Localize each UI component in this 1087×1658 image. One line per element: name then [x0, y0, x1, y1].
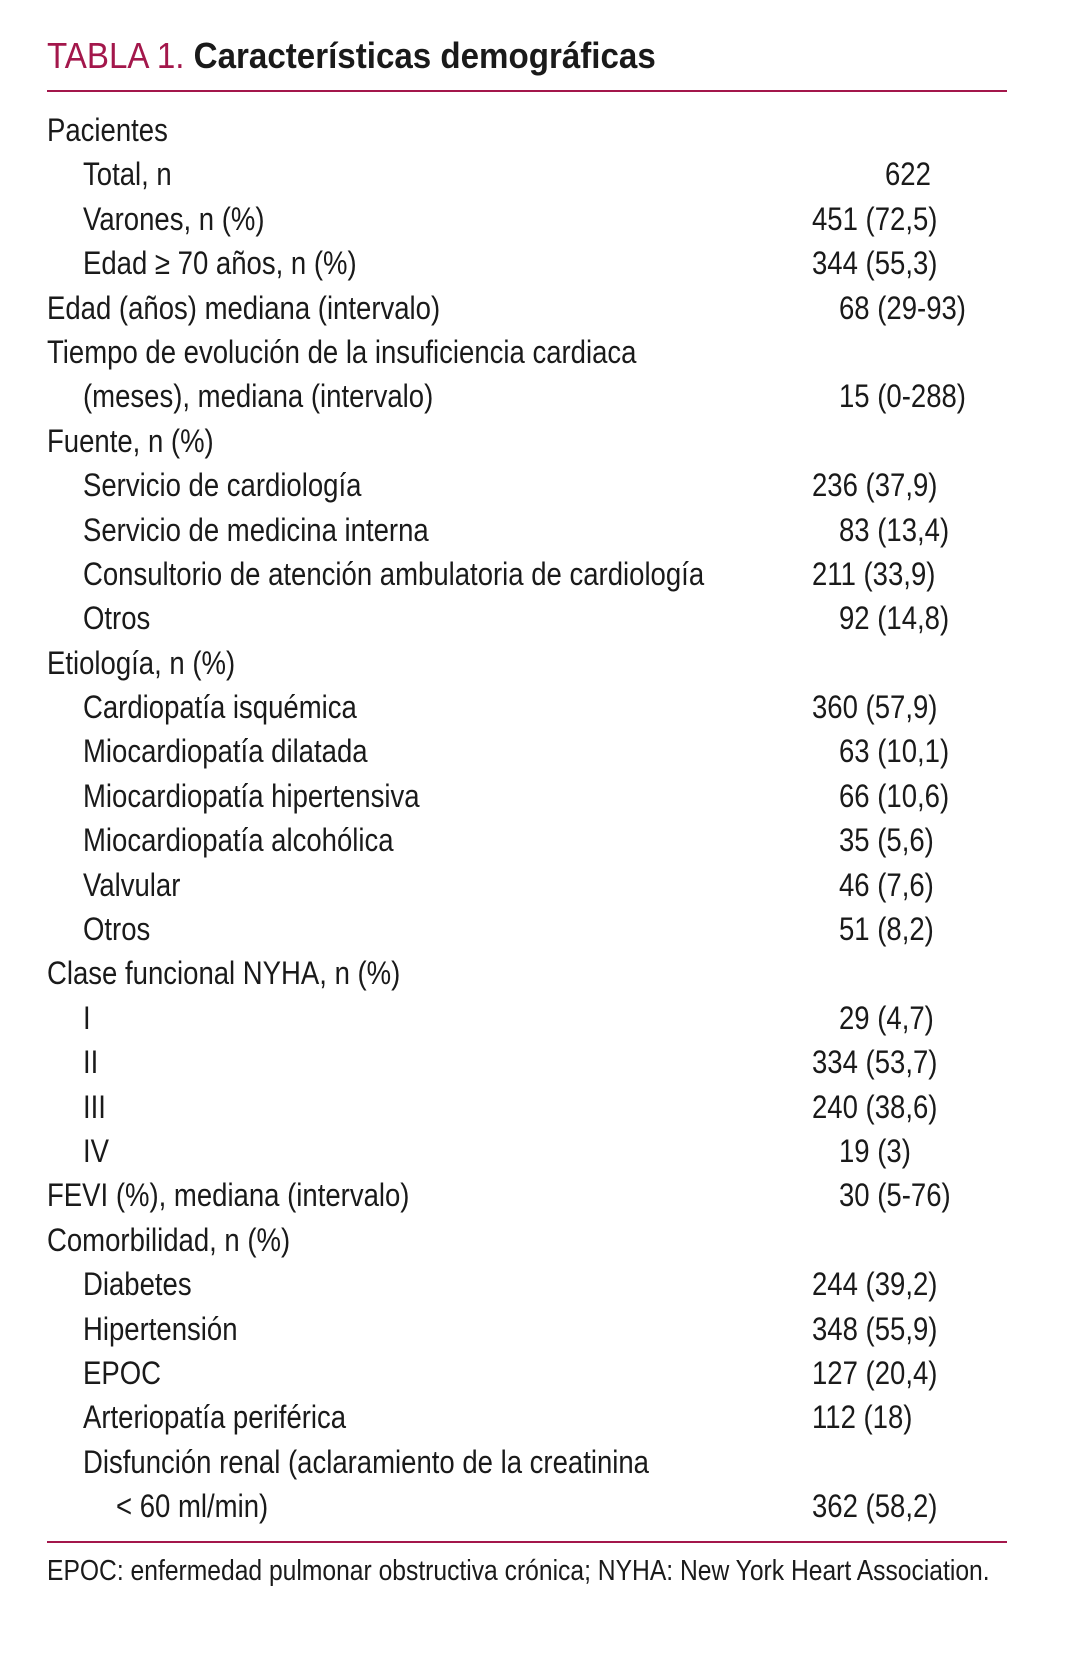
row-value: 622 — [885, 156, 931, 193]
table-row — [0, 596, 1087, 640]
table-row — [0, 197, 1087, 241]
table-caption: Características demográficas — [193, 35, 656, 76]
row-label: Pacientes — [47, 112, 168, 148]
row-value: 51 (8,2) — [839, 911, 934, 948]
row-label: Cardiopatía isquémica — [83, 689, 357, 726]
table-row — [0, 1218, 1087, 1262]
table-row — [0, 863, 1087, 907]
table-row — [0, 1085, 1087, 1129]
table-row — [0, 152, 1087, 196]
row-value: 19 (3) — [839, 1132, 911, 1169]
row-value: 63 (10,1) — [839, 733, 950, 770]
row-label: Tiempo de evolución de la insuficiencia cardiaca — [47, 333, 637, 370]
row-value: 92 (14,8) — [839, 600, 950, 637]
row-label: III — [83, 1088, 106, 1125]
table-row — [0, 1395, 1087, 1439]
table-row — [0, 818, 1087, 862]
table-row — [0, 508, 1087, 552]
row-value: 211 (33,9) — [812, 555, 936, 592]
row-label: Consultorio de atención ambulatoria de cardiología — [83, 555, 705, 592]
row-label: Hipertensión — [83, 1310, 238, 1347]
row-label: II — [83, 1044, 99, 1081]
row-label: Edad ≥ 70 años, n (%) — [83, 245, 357, 282]
row-label: (meses), mediana (intervalo) — [83, 378, 434, 415]
row-label: IV — [83, 1132, 110, 1169]
row-value: 334 (53,7) — [812, 1044, 938, 1081]
table-row — [0, 1307, 1087, 1351]
row-value: 236 (37,9) — [812, 467, 938, 504]
row-value: 15 (0-288) — [839, 378, 966, 415]
table-row — [0, 951, 1087, 995]
table-row — [0, 641, 1087, 685]
table-row — [0, 685, 1087, 729]
row-label: Disfunción renal (aclaramiento de la creatinina — [83, 1443, 649, 1480]
table-row — [0, 1262, 1087, 1306]
row-value: 30 (5-76) — [839, 1177, 951, 1214]
row-value: 344 (55,3) — [812, 245, 938, 282]
table-row — [0, 1440, 1087, 1484]
table-row — [0, 1173, 1087, 1217]
row-value: 127 (20,4) — [812, 1354, 938, 1391]
demographics-table — [0, 108, 1087, 1529]
row-label: FEVI (%), mediana (intervalo) — [47, 1177, 410, 1214]
table-row — [0, 374, 1087, 418]
row-label: Edad (años) mediana (intervalo) — [47, 289, 441, 326]
row-value: 362 (58,2) — [812, 1488, 938, 1525]
row-value: 46 (7,6) — [839, 866, 934, 903]
row-value: 348 (55,9) — [812, 1310, 938, 1347]
table-row — [0, 241, 1087, 285]
table-row — [0, 729, 1087, 773]
table-row — [0, 907, 1087, 951]
row-value: 244 (39,2) — [812, 1266, 938, 1303]
table-row — [0, 1484, 1087, 1528]
row-label: Valvular — [83, 866, 181, 903]
row-label: Miocardiopatía dilatada — [83, 733, 368, 770]
row-value: 29 (4,7) — [839, 999, 934, 1036]
table-row — [0, 419, 1087, 463]
table-row — [0, 286, 1087, 330]
row-value: 360 (57,9) — [812, 689, 938, 726]
table-footnote: EPOC: enfermedad pulmonar obstructiva crónica; NYHA: New York Heart Association. — [47, 1555, 990, 1587]
row-label: Fuente, n (%) — [47, 422, 214, 459]
row-label: Clase funcional NYHA, n (%) — [47, 955, 401, 992]
table-row — [0, 552, 1087, 596]
row-label: Servicio de medicina interna — [83, 511, 429, 548]
table-row — [0, 108, 1087, 152]
row-label: Otros — [83, 600, 151, 637]
top-rule — [47, 90, 1007, 92]
table-row — [0, 996, 1087, 1040]
row-label: Otros — [83, 911, 151, 948]
row-label: Varones, n (%) — [83, 200, 265, 237]
row-label: I — [83, 999, 91, 1036]
row-value: 451 (72,5) — [812, 200, 938, 237]
bottom-rule — [47, 1541, 1007, 1543]
row-label: Total, n — [83, 156, 172, 193]
row-label: < 60 ml/min) — [116, 1488, 269, 1525]
table-row — [0, 1351, 1087, 1395]
row-label: Miocardiopatía alcohólica — [83, 822, 394, 859]
row-value: 68 (29-93) — [839, 289, 966, 326]
row-label: Arteriopatía periférica — [83, 1399, 347, 1436]
row-value: 112 (18) — [812, 1399, 913, 1436]
table-row — [0, 1040, 1087, 1084]
table-row — [0, 330, 1087, 374]
row-label: Servicio de cardiología — [83, 467, 362, 504]
row-value: 83 (13,4) — [839, 511, 950, 548]
row-label: Comorbilidad, n (%) — [47, 1221, 291, 1258]
row-value: 240 (38,6) — [812, 1088, 938, 1125]
table-row — [0, 463, 1087, 507]
table-number: TABLA 1. — [47, 35, 185, 76]
table-title — [47, 34, 656, 78]
row-value: 66 (10,6) — [839, 777, 950, 814]
table-row — [0, 774, 1087, 818]
row-label: Miocardiopatía hipertensiva — [83, 777, 420, 814]
row-label: Etiología, n (%) — [47, 644, 236, 681]
row-label: Diabetes — [83, 1266, 192, 1303]
row-label: EPOC — [83, 1354, 161, 1391]
row-value: 35 (5,6) — [839, 822, 934, 859]
table-row — [0, 1129, 1087, 1173]
